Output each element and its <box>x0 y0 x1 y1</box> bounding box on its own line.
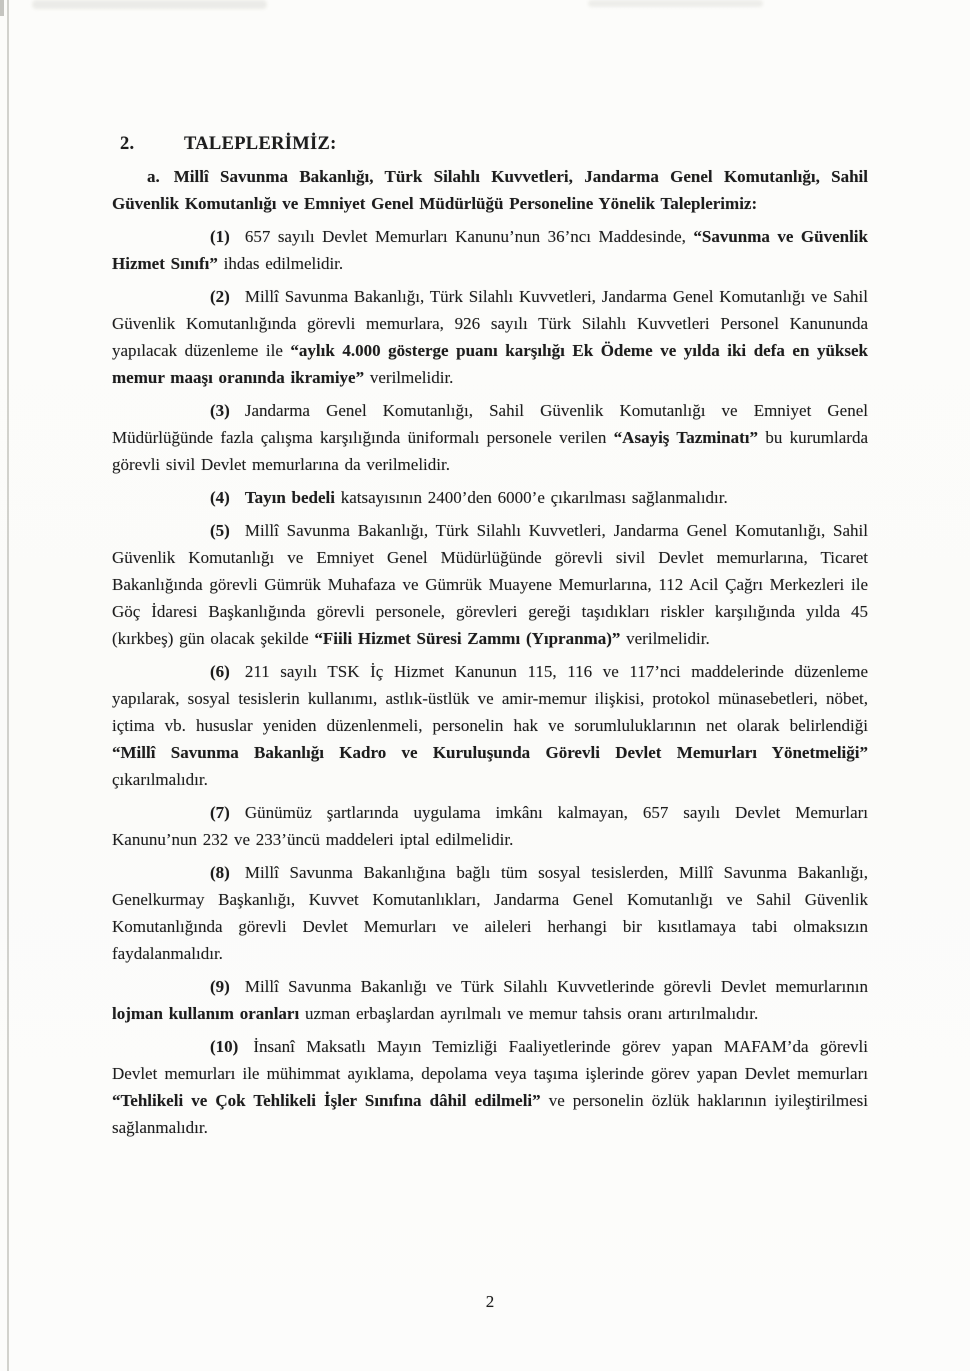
item-text-segment-bold: “Savunma ve Güvenlik Hizmet Sınıfı” <box>112 227 868 273</box>
scan-smudge <box>32 0 267 9</box>
item-number: (5) <box>210 521 230 540</box>
section-heading <box>120 130 868 158</box>
demand-item-1 <box>112 223 868 277</box>
scan-edge-line <box>7 0 9 1371</box>
demand-item-8 <box>112 859 868 967</box>
document-content <box>112 130 868 1147</box>
demand-item-9 <box>112 973 868 1027</box>
item-text-segment-bold: “Millî Savunma Bakanlığı Kadro ve Kuruluşunda Görevli Devlet Memurları Yönetmeliği” <box>112 743 868 762</box>
item-text-segment: katsayısının 2400’den 6000’e çıkarılması sağlanmalıdır. <box>334 488 728 507</box>
item-text-segment: 211 sayılı TSK İç Hizmet Kanunun 115, 116 ve 117’nci maddelerinde düzenleme yapılarak, sosyal tesislerin kullanımı, astlık-üstlük ve amir-memur ilişkisi, protokol münasebetleri, nöbet, içtima vb. hususlar yeniden düzenlenmeli, personelin hak ve sorumluluklarının net olarak belirlendiği <box>112 662 868 735</box>
item-text-segment-bold: “Asayiş Tazminatı” <box>613 428 758 447</box>
item-number: (9) <box>210 977 230 996</box>
item-text-segment: Millî Savunma Bakanlığı, Türk Silahlı Kuvvetleri, Jandarma Genel Komutanlığı, Sahil Güvenlik Komutanlığı ve Emniyet Genel Müdürlüğünde görevli sivil Devlet memurlarına, Ticaret Bakanlığında görevli Gümrük Muhafaza ve Gümrük Muayene Memurlarına, 112 Acil Çağrı Merkezleri ile Göç İdaresi Başkanlığında görevli personele, görevleri gereği taşıdıkları riskler karşılığında yılda 45 (kırkbeş) gün olacak şekilde <box>112 521 868 648</box>
demand-item-4 <box>112 484 868 511</box>
item-text-segment: Günümüz şartlarında uygulama imkânı kalmayan, 657 sayılı Devlet Memurları Kanunu’nun 232 ve 233’üncü maddeleri iptal edilmelidir. <box>112 803 868 849</box>
demand-item-3 <box>112 397 868 478</box>
item-text-segment-bold: “Tehlikeli ve Çok Tehlikeli İşler Sınıfına dâhil edilmeli” <box>112 1091 541 1110</box>
subsection-label: a. <box>147 167 160 186</box>
heading-number: 2. <box>120 134 135 154</box>
item-number: (6) <box>210 662 230 681</box>
item-text-segment-bold: “Fiili Hizmet Süresi Zammı (Yıpranma)” <box>314 629 621 648</box>
item-text-segment: bu kurumlarda görevli sivil Devlet memurlarına da verilmelidir. <box>112 428 869 474</box>
item-text-segment: verilmelidir. <box>364 368 454 387</box>
page-number: 2 <box>485 1292 495 1311</box>
item-text-segment: ve personelin özlük haklarının iyileştirilmesi sağlanmalıdır. <box>112 1091 868 1137</box>
item-text-segment: Jandarma Genel Komutanlığı, Sahil Güvenlik Komutanlığı ve Emniyet Genel Müdürlüğünde fazla çalışma karşılığında üniformalı personele verilen <box>112 401 868 447</box>
item-text-segment: Millî Savunma Bakanlığı, Türk Silahlı Kuvvetleri, Jandarma Genel Komutanlığı ve Sahil Güvenlik Komutanlığında görevli memurlara, 926 sayılı Türk Silahlı Kuvvetleri Personel Kanununda yapılacak düzenleme ile <box>112 287 868 360</box>
item-text-segment: çıkarılmalıdır. <box>112 770 208 789</box>
item-number: (8) <box>210 863 230 882</box>
item-text-segment-bold: Tayın bedeli <box>244 488 335 507</box>
demand-item-2 <box>112 283 868 391</box>
item-number: (3) <box>210 401 230 420</box>
item-text-segment: verilmelidir. <box>620 629 710 648</box>
subsection-text: Millî Savunma Bakanlığı, Türk Silahlı Kuvvetleri, Jandarma Genel Komutanlığı, Sahil Güvenlik Komutanlığı ve Emniyet Genel Müdürlüğü Personeline Yönelik Taleplerimiz: <box>112 167 868 213</box>
item-number: (1) <box>210 227 230 246</box>
item-text-segment: uzman erbaşlardan ayrılmalı ve memur tahsis oranı artırılmalıdır. <box>299 1004 759 1023</box>
scan-corner-artifact <box>0 0 4 16</box>
demand-item-6 <box>112 658 868 793</box>
item-text-segment: İnsanî Maksatlı Mayın Temizliği Faaliyetlerinde görev yapan MAFAM’da görevli Devlet memurları ile mühimmat ayıklama, depolama veya taşıma işlerinde görev yapan Devlet memurları <box>112 1037 868 1083</box>
demand-item-10 <box>112 1033 868 1141</box>
item-number: (10) <box>210 1037 239 1056</box>
heading-title: TALEPLERİMİZ: <box>184 134 337 154</box>
item-text-segment: 657 sayılı Devlet Memurları Kanunu’nun 36’ncı Maddesinde, <box>244 227 694 246</box>
demand-item-7 <box>112 799 868 853</box>
scan-smudge <box>588 0 763 7</box>
item-text-segment: ihdas edilmelidir. <box>217 254 344 273</box>
item-number: (4) <box>210 488 230 507</box>
subsection-a <box>112 163 868 217</box>
item-text-segment: Millî Savunma Bakanlığı ve Türk Silahlı Kuvvetlerinde görevli Devlet memurlarının <box>244 977 868 996</box>
demand-item-5 <box>112 517 868 652</box>
item-number: (7) <box>210 803 230 822</box>
item-text-segment-bold: “aylık 4.000 gösterge puanı karşılığı Ek Ödeme ve yılda iki defa en yüksek memur maaşı oranında ikramiye” <box>112 341 868 387</box>
item-number: (2) <box>210 287 230 306</box>
item-text-segment-bold: lojman kullanım oranları <box>112 1004 300 1023</box>
item-text-segment: Millî Savunma Bakanlığına bağlı tüm sosyal tesislerden, Millî Savunma Bakanlığı, Genelkurmay Başkanlığı, Kuvvet Komutanlıkları, Jandarma Genel Komutanlığı ve Sahil Güvenlik Komutanlığında görevli Devlet Memurları ve aileleri herhangi bir kısıtlamaya tabi olmaksızın faydalanmalıdır. <box>112 863 868 963</box>
